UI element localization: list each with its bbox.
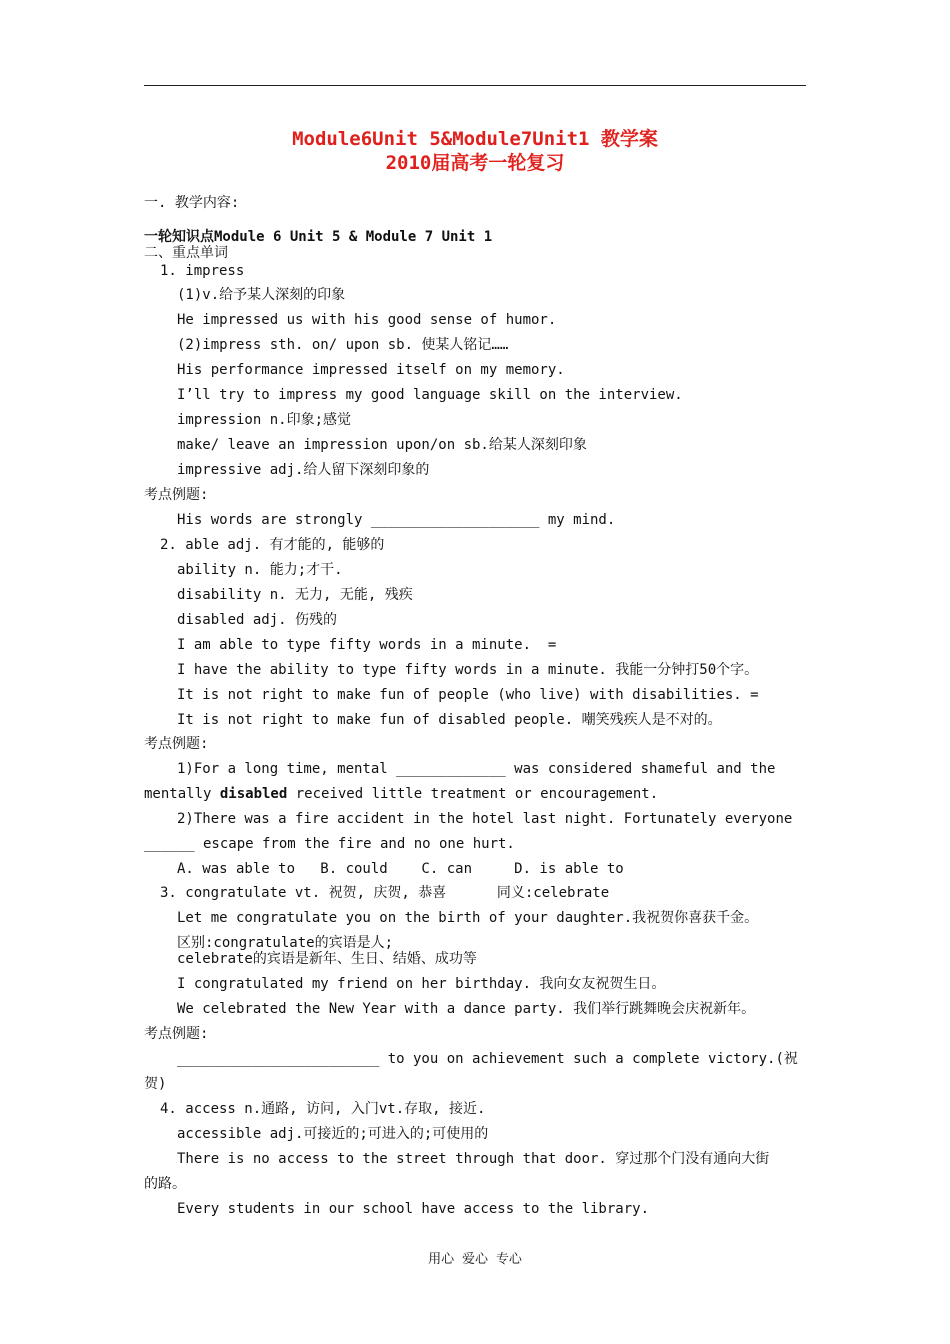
- exercise-text: mentally: [144, 786, 220, 802]
- vocab-line: disability n. 无力, 无能, 残疾: [177, 587, 413, 603]
- vocab-line: I’ll try to impress my good language skill on the interview.: [177, 387, 683, 403]
- vocab-line: disabled adj. 伤残的: [177, 612, 338, 628]
- vocab-line: accessible adj.可接近的;可进入的;可使用的: [177, 1126, 489, 1142]
- vocab-item: 3. congratulate vt. 祝贺, 庆贺, 恭喜 同义:celebrate: [160, 885, 610, 901]
- vocab-line: Every students in our school have access to the library.: [177, 1201, 650, 1217]
- header-rule: [144, 85, 806, 86]
- vocab-item: 4. access n.通路, 访问, 入门vt.存取, 接近.: [160, 1101, 486, 1117]
- vocab-line: His performance impressed itself on my memory.: [177, 362, 565, 378]
- vocab-line: He impressed us with his good sense of humor.: [177, 312, 557, 328]
- vocab-item: 1. impress: [160, 263, 245, 279]
- exercise-question: 1)For a long time, mental _____________ was considered shameful and the: [177, 761, 776, 777]
- vocab-line: celebrate的宾语是新年、生日、结婚、成功等: [177, 951, 477, 967]
- section-heading: 二、重点单词: [144, 245, 228, 261]
- exercise-question-cont: ______ escape from the fire and no one hurt.: [144, 836, 515, 852]
- exercise-question-cont: [144, 785, 658, 803]
- section-heading: 一. 教学内容:: [144, 195, 240, 211]
- section-topic: 一轮知识点Module 6 Unit 5 & Module 7 Unit 1: [144, 229, 493, 245]
- exercise-question: 2)There was a fire accident in the hotel last night. Fortunately everyone: [177, 811, 793, 827]
- exercise-question: ________________________ to you on achievement such a complete victory.(祝: [177, 1051, 798, 1067]
- vocab-line: There is no access to the street through that door. 穿过那个门没有通向大街: [177, 1151, 770, 1167]
- vocab-line: impressive adj.给人留下深刻印象的: [177, 462, 430, 478]
- exercise-heading: 考点例题:: [144, 1026, 209, 1042]
- exercise-question: His words are strongly ____________________ my mind.: [177, 512, 616, 528]
- vocab-line-cont: 的路。: [144, 1176, 186, 1192]
- vocab-line: ability n. 能力;才干.: [177, 562, 343, 578]
- exercise-options: A. was able to B. could C. can D. is able to: [177, 861, 624, 877]
- vocab-line: It is not right to make fun of disabled people. 嘲笑残疾人是不对的。: [177, 712, 722, 728]
- vocab-line: I have the ability to type fifty words in a minute. 我能一分钟打50个字。: [177, 662, 759, 678]
- document-subtitle: 2010届高考一轮复习: [385, 152, 565, 174]
- vocab-line: (2)impress sth. on/ upon sb. 使某人铭记……: [177, 337, 509, 353]
- exercise-heading: 考点例题:: [144, 487, 209, 503]
- vocab-line: 区别:congratulate的宾语是人;: [177, 935, 394, 951]
- vocab-line: impression n.印象;感觉: [177, 412, 352, 428]
- vocab-line: (1)v.给予某人深刻的印象: [177, 287, 346, 303]
- vocab-line: We celebrated the New Year with a dance party. 我们举行跳舞晚会庆祝新年。: [177, 1001, 756, 1017]
- vocab-line: make/ leave an impression upon/on sb.给某人深刻印象: [177, 437, 587, 453]
- exercise-text: received little treatment or encouragement.: [287, 786, 659, 802]
- exercise-heading: 考点例题:: [144, 736, 209, 752]
- emphasized-word: disabled: [219, 786, 288, 802]
- page-footer: 用心 爱心 专心: [428, 1252, 522, 1267]
- exercise-question-cont: 贺): [144, 1076, 167, 1092]
- vocab-line: Let me congratulate you on the birth of your daughter.我祝贺你喜获千金。: [177, 910, 759, 926]
- document-title: Module6Unit 5&Module7Unit1 教学案: [292, 128, 658, 150]
- vocab-item: 2. able adj. 有才能的, 能够的: [160, 537, 385, 553]
- vocab-line: It is not right to make fun of people (who live) with disabilities. =: [177, 687, 759, 703]
- vocab-line: I am able to type fifty words in a minute. =: [177, 637, 557, 653]
- vocab-line: I congratulated my friend on her birthday. 我向女友祝贺生日。: [177, 976, 666, 992]
